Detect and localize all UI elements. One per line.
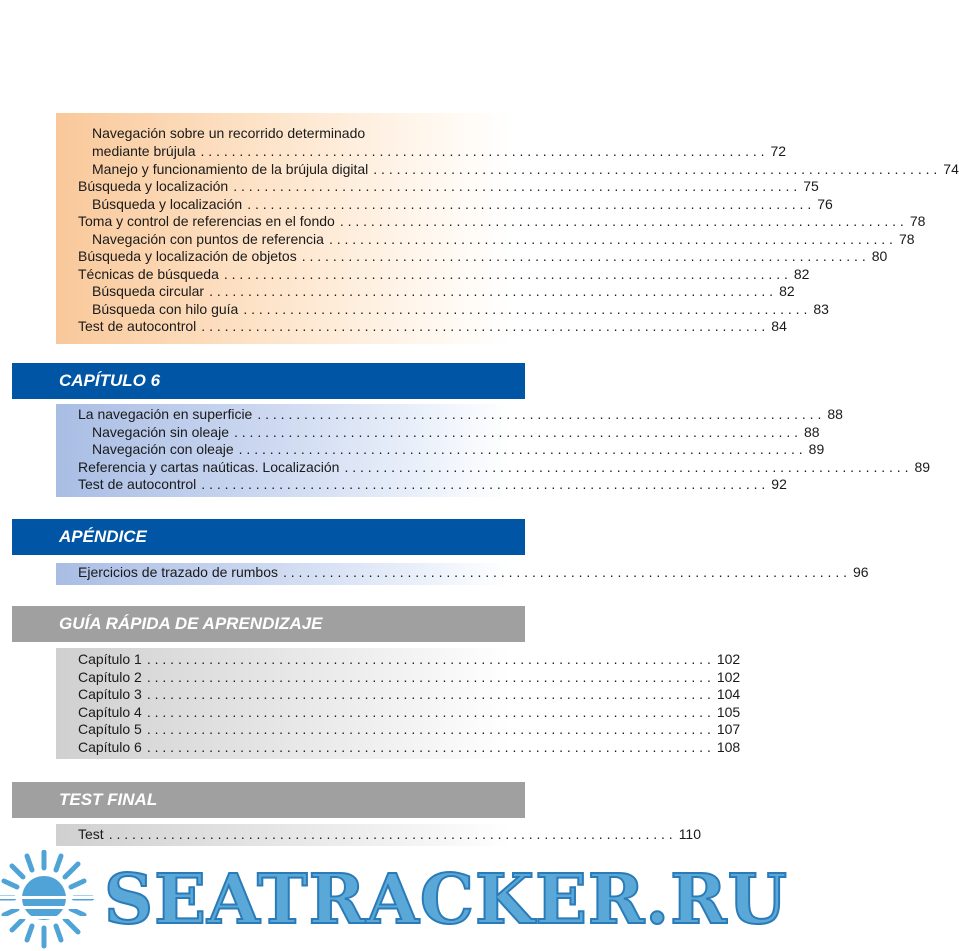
toc-leader-dots (302, 248, 866, 265)
toc-entry-label: Capítulo 4 (78, 704, 142, 721)
toc-entry-label: Técnicas de búsqueda (78, 266, 219, 283)
toc-leader-dots (344, 459, 908, 476)
toc-entry[interactable] (56, 424, 820, 441)
toc-page-number: 74 (943, 161, 959, 178)
toc-page-number: 83 (813, 301, 829, 318)
toc-entry[interactable] (56, 125, 502, 142)
toc-entry-label: Manejo y funcionamiento de la brújula digital (92, 161, 369, 178)
toc-entry[interactable] (56, 318, 787, 335)
toc-leader-dots (147, 739, 711, 756)
toc-leader-dots (233, 178, 797, 195)
toc-entry-label: Test (78, 826, 104, 843)
toc-entry-label: Búsqueda con hilo guía (92, 301, 239, 318)
toc-entry-label: Capítulo 2 (78, 669, 142, 686)
toc-page-number: 76 (817, 196, 833, 213)
toc-entry[interactable] (56, 704, 741, 721)
toc-entry[interactable] (56, 476, 787, 493)
toc-leader-dots (340, 213, 904, 230)
toc-page-number: 80 (871, 248, 888, 265)
toc-entry[interactable] (56, 266, 810, 283)
toc-entry[interactable] (56, 669, 741, 686)
toc-page-number: 105 (716, 704, 741, 721)
toc-entry[interactable] (56, 196, 833, 213)
toc-page-number: 75 (803, 178, 819, 195)
toc-page-number: 89 (914, 459, 931, 476)
toc-page-number: 104 (716, 686, 741, 703)
toc-entry-label: Navegación con puntos de referencia (92, 231, 324, 248)
toc-leader-dots (329, 231, 893, 248)
toc-leader-dots (224, 266, 788, 283)
toc-page-number: 110 (678, 826, 702, 843)
toc-leader-dots (201, 476, 765, 493)
toc-leader-dots (147, 686, 711, 703)
toc-leader-dots (373, 161, 937, 178)
toc-entry-label: Búsqueda y localización (92, 196, 243, 213)
toc-entry-label: Navegación sin oleaje (92, 424, 229, 441)
toc-entry-label: Capítulo 1 (78, 651, 142, 668)
toc-entry-label: Búsqueda circular (92, 283, 205, 300)
toc-entry-label: mediante brújula (92, 143, 196, 160)
final-test-header: TEST FINAL (12, 782, 525, 818)
toc-leader-dots (243, 301, 807, 318)
toc-entry[interactable] (56, 213, 926, 230)
watermark-text: SEATRACKER.RU (104, 860, 788, 940)
toc-leader-dots (234, 424, 798, 441)
appendix-header: APÉNDICE (12, 519, 525, 555)
toc-entry[interactable] (56, 459, 931, 476)
toc-page-number: 108 (716, 739, 741, 756)
toc-page-number: 78 (898, 231, 915, 248)
toc-leader-dots (283, 564, 847, 581)
toc-leader-dots (247, 196, 811, 213)
toc-page-number: 88 (827, 406, 843, 423)
toc-page-number: 88 (803, 424, 820, 441)
toc-leader-dots (201, 143, 765, 160)
toc-page-number: 82 (779, 283, 795, 300)
toc-leader-dots (147, 669, 711, 686)
toc-entry-label: Búsqueda y localización de objetos (78, 248, 297, 265)
toc-leader-dots (147, 651, 711, 668)
toc-page-number: 84 (771, 318, 787, 335)
toc-page-number: 102 (716, 651, 741, 668)
toc-section-chapter-6 (56, 404, 931, 497)
toc-page-number: 82 (793, 266, 810, 283)
toc-entry[interactable] (56, 651, 741, 668)
toc-entry-label: Test de autocontrol (78, 476, 197, 493)
toc-section-final-test (56, 824, 702, 846)
toc-entry-label: Búsqueda y localización (78, 178, 229, 195)
toc-entry-label: Referencia y cartas naúticas. Localización (78, 459, 340, 476)
toc-section-appendix (56, 563, 869, 585)
toc-entry-label: Toma y control de referencias en el fondo (78, 213, 335, 230)
toc-entry-label: Ejercicios de trazado de rumbos (78, 564, 278, 581)
quick-guide-header: GUÍA RÁPIDA DE APRENDIZAJE (12, 606, 525, 642)
toc-page-number: 78 (909, 213, 926, 230)
toc-entry-label: La navegación en superficie (78, 406, 253, 423)
toc-entry-label: Navegación con oleaje (92, 441, 234, 458)
toc-entry[interactable] (56, 248, 888, 265)
toc-entry[interactable] (56, 301, 829, 318)
toc-entry[interactable] (56, 564, 869, 581)
toc-entry[interactable] (56, 406, 843, 423)
toc-page-number: 107 (716, 721, 741, 738)
toc-entry[interactable] (56, 441, 825, 458)
chapter-6-header: CAPÍTULO 6 (12, 363, 525, 399)
toc-entry[interactable] (56, 686, 741, 703)
toc-entry-label: Capítulo 5 (78, 721, 142, 738)
toc-leader-dots (147, 721, 711, 738)
toc-leader-dots (209, 283, 773, 300)
toc-entry[interactable] (56, 721, 741, 738)
toc-page-number: 102 (716, 669, 741, 686)
toc-section-previous (56, 113, 959, 344)
toc-leader-dots (147, 704, 711, 721)
toc-entry-label: Test de autocontrol (78, 318, 197, 335)
toc-page-number: 96 (853, 564, 869, 581)
toc-section-quick-guide (56, 648, 741, 759)
toc-leader-dots (239, 441, 803, 458)
toc-leader-dots (109, 826, 673, 843)
toc-entry[interactable] (56, 178, 819, 195)
toc-page-number: 89 (808, 441, 825, 458)
toc-entry-label: Capítulo 6 (78, 739, 142, 756)
toc-entry[interactable] (56, 739, 741, 756)
toc-entry-label: Capítulo 3 (78, 686, 142, 703)
toc-entry-label: Navegación sobre un recorrido determinado (92, 125, 366, 142)
toc-entry[interactable] (56, 161, 959, 178)
toc-leader-dots (201, 318, 765, 335)
toc-entry[interactable] (56, 826, 702, 843)
toc-page-number: 92 (771, 476, 787, 493)
toc-leader-dots (257, 406, 821, 423)
toc-page-number: 72 (770, 143, 787, 160)
toc-entry[interactable] (56, 143, 787, 160)
toc-entry[interactable] (56, 283, 795, 300)
toc-entry[interactable] (56, 231, 915, 248)
